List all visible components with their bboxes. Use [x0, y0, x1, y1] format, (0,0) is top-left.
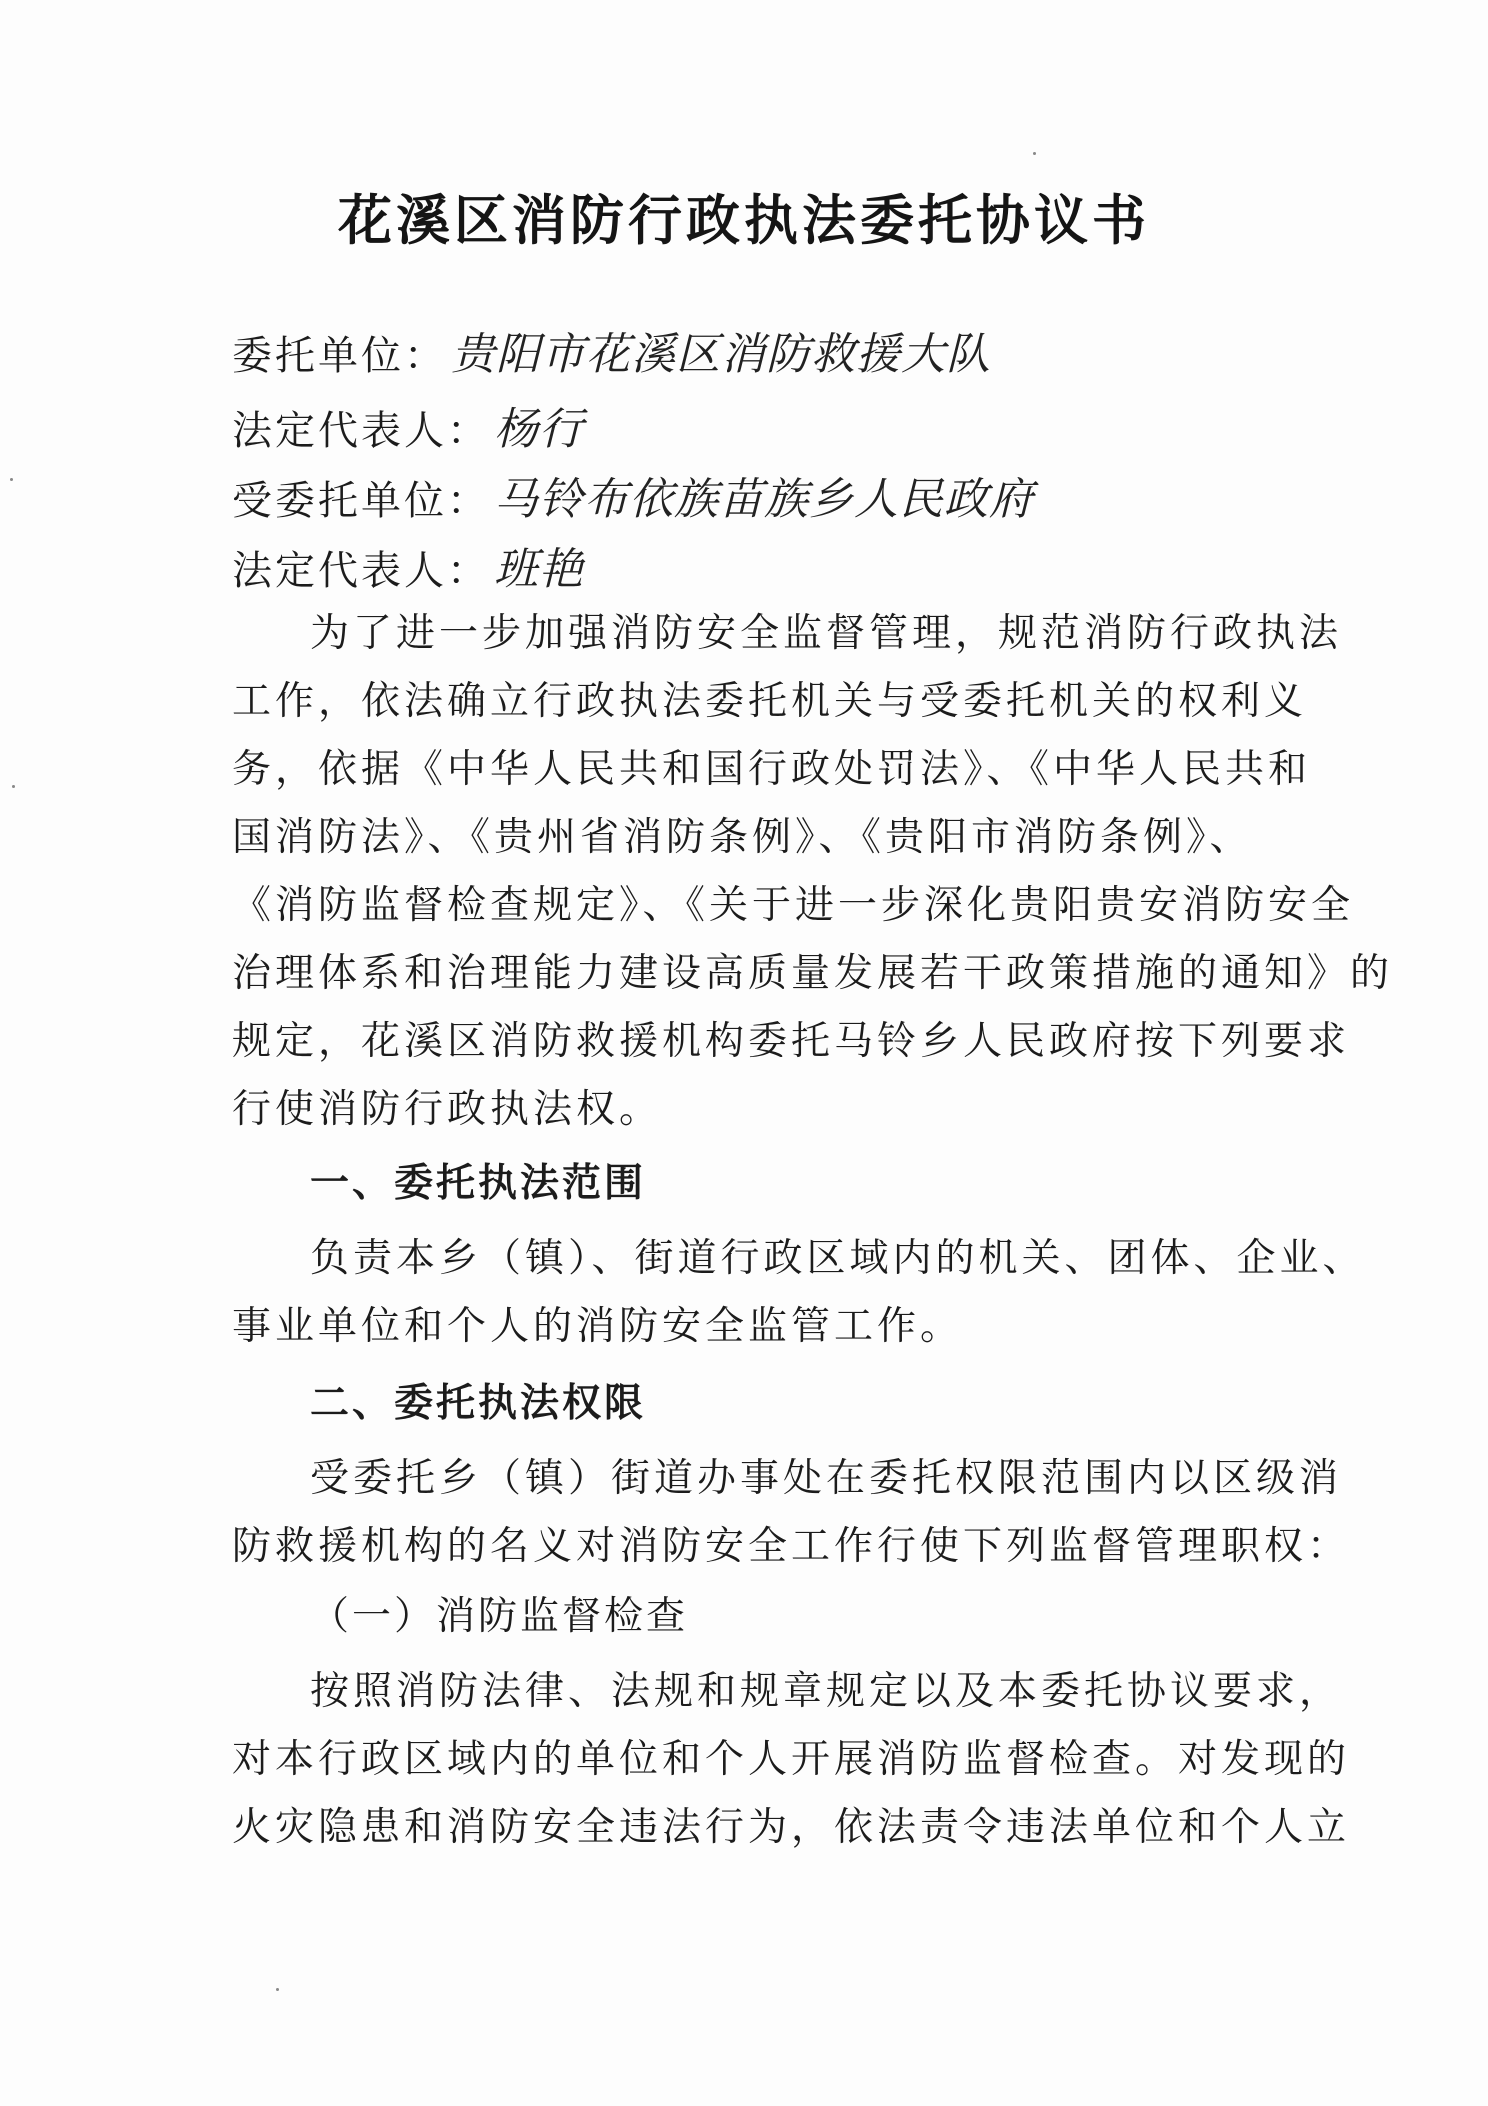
paragraph-line: 火灾隐患和消防安全违法行为，依法责令违法单位和个人立 [232, 1805, 1351, 1850]
section-heading: 二、委托执法权限 [310, 1381, 647, 1426]
scan-speck [276, 1988, 279, 1991]
paragraph-line: 工作，依法确立行政执法委托机关与受委托机关的权利义 [232, 679, 1308, 724]
field-label: 法定代表人： [232, 408, 490, 454]
paragraph-line: 为了进一步加强消防安全监督管理，规范消防行政执法 [310, 611, 1343, 656]
paragraph-line: 务，依据《中华人民共和国行政处罚法》、《中华人民共和 [232, 747, 1312, 792]
subsection-heading: （一）消防监督检查 [310, 1594, 689, 1639]
document-title: 花溪区消防行政执法委托协议书 [338, 188, 1150, 252]
scan-speck [1033, 152, 1036, 155]
handwritten-value: 班艳 [494, 544, 584, 595]
field-label: 委托单位： [232, 333, 447, 379]
scan-speck [10, 478, 13, 481]
handwritten-value: 杨行 [494, 404, 584, 455]
paragraph-line: 治理体系和治理能力建设高质量发展若干政策措施的通知》的 [232, 951, 1394, 996]
paragraph-line: 受委托乡（镇）街道办事处在委托权限范围内以区级消 [310, 1456, 1343, 1501]
party-entrusted-unit [232, 470, 1034, 530]
scan-speck [12, 785, 15, 788]
field-label: 法定代表人： [232, 548, 490, 594]
paragraph-line: 规定，花溪区消防救援机构委托马铃乡人民政府按下列要求 [232, 1019, 1351, 1064]
paragraph-line: 《消防监督检查规定》、《关于进一步深化贵阳贵安消防安全 [232, 883, 1355, 928]
paragraph-line: 行使消防行政执法权。 [232, 1087, 663, 1132]
party-entrusting-representative [232, 400, 584, 460]
party-entrusting-unit [232, 325, 991, 385]
paragraph-line: 防救援机构的名义对消防安全工作行使下列监督管理职权： [232, 1524, 1351, 1569]
handwritten-value: 马铃布依族苗族乡人民政府 [494, 474, 1034, 525]
party-entrusted-representative [232, 540, 584, 600]
paragraph-line: 负责本乡（镇）、街道行政区域内的机关、团体、企业、 [310, 1236, 1366, 1281]
handwritten-value: 贵阳市花溪区消防救援大队 [451, 329, 991, 380]
section-heading: 一、委托执法范围 [310, 1161, 647, 1206]
paragraph-line: 国消防法》、《贵州省消防条例》、《贵阳市消防条例》、 [232, 815, 1253, 860]
paragraph-line: 事业单位和个人的消防安全监管工作。 [232, 1304, 964, 1349]
field-label: 受委托单位： [232, 478, 490, 524]
paragraph-line: 对本行政区域内的单位和个人开展消防监督检查。对发现的 [232, 1737, 1351, 1782]
paragraph-line: 按照消防法律、法规和规章规定以及本委托协议要求， [310, 1669, 1343, 1714]
